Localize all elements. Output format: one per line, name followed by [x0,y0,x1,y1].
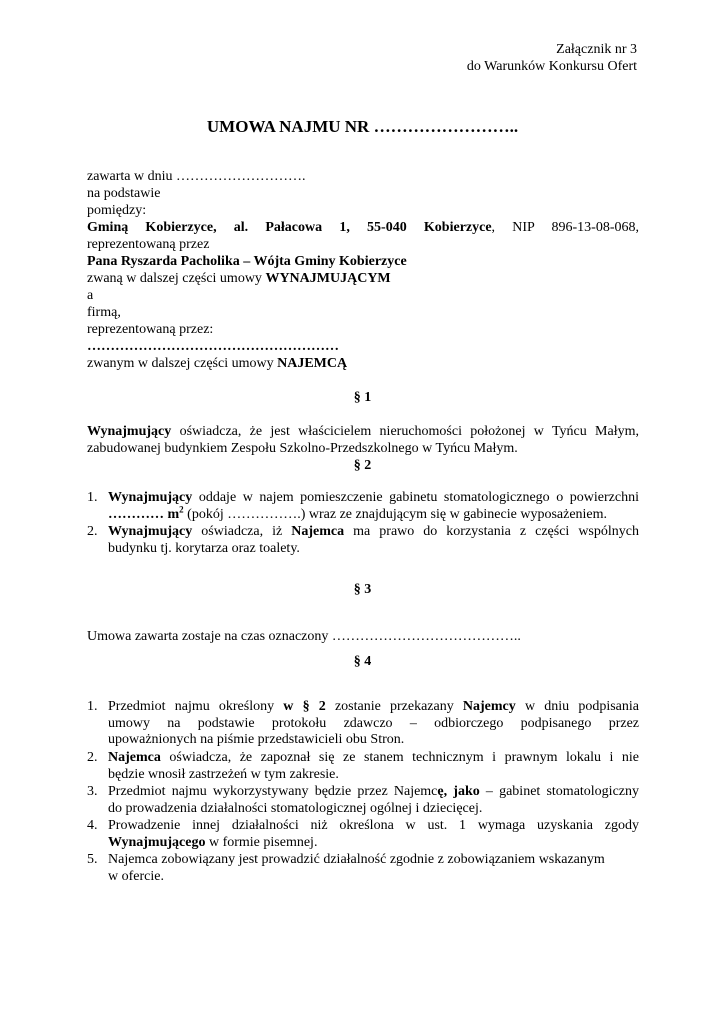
item-text-continued: będzie wnosił zastrzeżeń w tym zakresie. [108,766,339,782]
item-reference: w § 2 [283,699,326,714]
section-1-line-2: zabudowanej budynkiem Zespołu Szkolno-Przedszkolnego w Tyńcu Małym. [87,441,518,456]
party2-called-text: zwanym w dalszej części umowy [87,356,278,371]
party1-representative: Pana Ryszarda Pacholika – Wójta Gminy Kobierzyce [87,254,407,269]
party2-firm-line: firmą, [87,305,121,320]
item-text-c: w dniu podpisania [515,699,639,714]
list-number: 1. [87,490,98,505]
section-1-text: oświadcza, że jest właścicielem nieruchomości położonej w Tyńcu Małym, [171,424,639,439]
item-text: oddaje w najem pomieszczenie gabinetu stomatologicznego o powierzchni [192,490,639,505]
item-text-continued: w formie pisemnej. [205,834,318,850]
party1-called-text: zwaną w dalszej części umowy [87,271,266,286]
item-text: Najemca zobowiązany jest prowadzić działalność zgodnie z zobowiązaniem wskazanym [108,852,605,867]
section-3-text: Umowa zawarta zostaje na czas oznaczony ………………………………….. [87,629,521,644]
item-text-b: zostanie przekazany [325,699,463,714]
item-text: Przedmiot najmu określony [108,699,284,714]
document-title: UMOWA NAJMU NR …………………….. [206,117,519,136]
section-1-subject: Wynajmujący [87,424,172,439]
item-subject: Wynajmujący [108,490,193,505]
section-1-line-1 [87,424,639,441]
item-tenant: Najemca [291,524,345,539]
list-number: 2. [87,750,98,765]
item-text-line-3: upoważnionych na piśmie przedstawicieli obu Stron. [108,732,405,747]
party2-role-line [87,356,347,373]
party1-role: WYNAJMUJĄCYM [265,271,391,286]
section-3-heading: § 3 [353,582,372,597]
item-text: oświadcza, iż [192,524,292,539]
list-number: 5. [87,852,98,867]
item-text: Przedmiot najmu wykorzystywany będzie przez Najemc [108,784,438,799]
list-number: 2. [87,524,98,539]
attachment-label: Załącznik nr 3 [556,42,637,57]
item-text: oświadcza, że zapoznał się ze stanem technicznym i prawnym lokalu i nie [160,750,639,765]
area-dots: ………… m [108,506,180,522]
item-text-continued: w ofercie. [108,868,164,884]
item-text-b: ma prawo do korzystania z części wspólnych [344,524,639,539]
party1-name: Gminą Kobierzyce, al. Pałacowa 1, 55-040 Kobierzyce [87,220,492,235]
party1-represented-by: reprezentowaną przez [87,237,210,252]
party1-identification [87,220,639,237]
section-4-heading: § 4 [353,654,372,669]
party1-role-line [87,271,391,288]
and-line: a [87,288,94,303]
party2-representative-dots: ……………………………………………… [87,339,339,354]
item-text-continued: budynku tj. korytarza oraz toalety. [108,540,300,556]
item-subject: Najemca [108,750,161,765]
section-1-heading: § 1 [353,390,372,405]
party2-represented-by: reprezentowaną przez: [87,322,214,337]
item-text: Prowadzenie innej działalności niż określona w ust. 1 wymaga uzyskania zgody [108,818,639,833]
item-subject: Wynajmujący [108,524,193,539]
item-emphasis: ę, jako [437,784,480,799]
item-text-continued: (pokój …………….) wraz ze znajdującym się w gabinecie wyposażeniem. [183,506,608,522]
item-tenant: Najemcy [462,699,516,714]
item-subject: Wynajmującego [108,834,206,850]
between-line: pomiędzy: [87,203,147,218]
item-text-b: – gabinet stomatologiczny [479,784,640,799]
area-unit-exponent: 2 [179,503,184,514]
list-number: 1. [87,699,98,714]
section-2-heading: § 2 [353,458,372,473]
list-number: 3. [87,784,98,799]
basis-line: na podstawie [87,186,161,201]
contract-date-line: zawarta w dniu ………………………. [87,169,306,184]
party1-nip: , NIP 896-13-08-068, [491,220,639,235]
item-text-line-2: umowy na podstawie protokołu zdawczo – odbiorczego podpisanego przez [108,715,639,731]
item-text-continued: do prowadzenia działalności stomatologicznej ogólnej i dziecięcej. [108,800,483,816]
party2-role: NAJEMCĄ [277,356,348,371]
list-number: 4. [87,818,98,833]
attachment-reference: do Warunków Konkursu Ofert [466,59,637,74]
